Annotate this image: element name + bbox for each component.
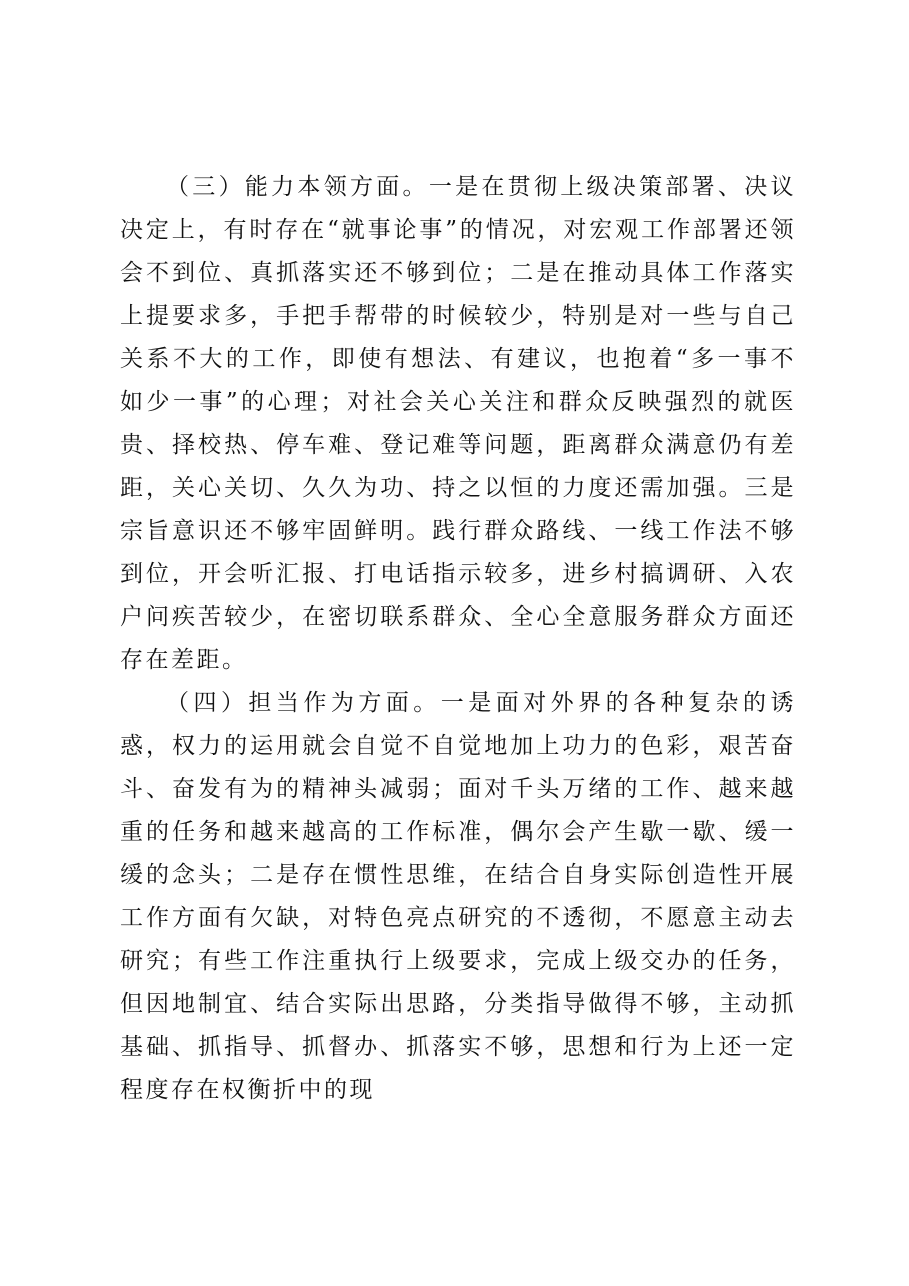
paragraph-responsibility: （四）担当作为方面。一是面对外界的各种复杂的诱惑，权力的运用就会自觉不自觉地加上功力的色彩，艰苦奋斗、奋发有为的精神头减弱；面对千头万绪的工作、越来越重的任务和越来越高的工作标准，偶尔会产生歇一歇、缓一缓的念头；二是存在惯性思维，在结合自身实际创造性开展工作方面有欠缺，对特色亮点研究的不透彻，不愿意主动去研究；有些工作注重执行上级要求，完成上级交办的任务，但因地制宜、结合实际出思路，分类指导做得不够，主动抓基础、抓指导、抓督办、抓落实不够，思想和行为上还一定程度存在权衡折中的现 [120, 690, 796, 1103]
document-body [120, 166, 796, 1112]
paragraph-ability: （三）能力本领方面。一是在贯彻上级决策部署、决议决定上，有时存在“就事论事”的情况，对宏观工作部署还领会不到位、真抓落实还不够到位；二是在推动具体工作落实上提要求多，手把手帮带的时候较少，特别是对一些与自己关系不大的工作，即使有想法、有建议，也抱着“多一事不如少一事”的心理；对社会关心关注和群众反映强烈的就医贵、择校热、停车难、登记难等问题，距离群众满意仍有差距，关心关切、久久为功、持之以恒的力度还需加强。三是宗旨意识还不够牢固鲜明。践行群众路线、一线工作法不够到位，开会听汇报、打电话指示较多，进乡村搞调研、入农户问疾苦较少，在密切联系群众、全心全意服务群众方面还存在差距。 [120, 174, 796, 673]
